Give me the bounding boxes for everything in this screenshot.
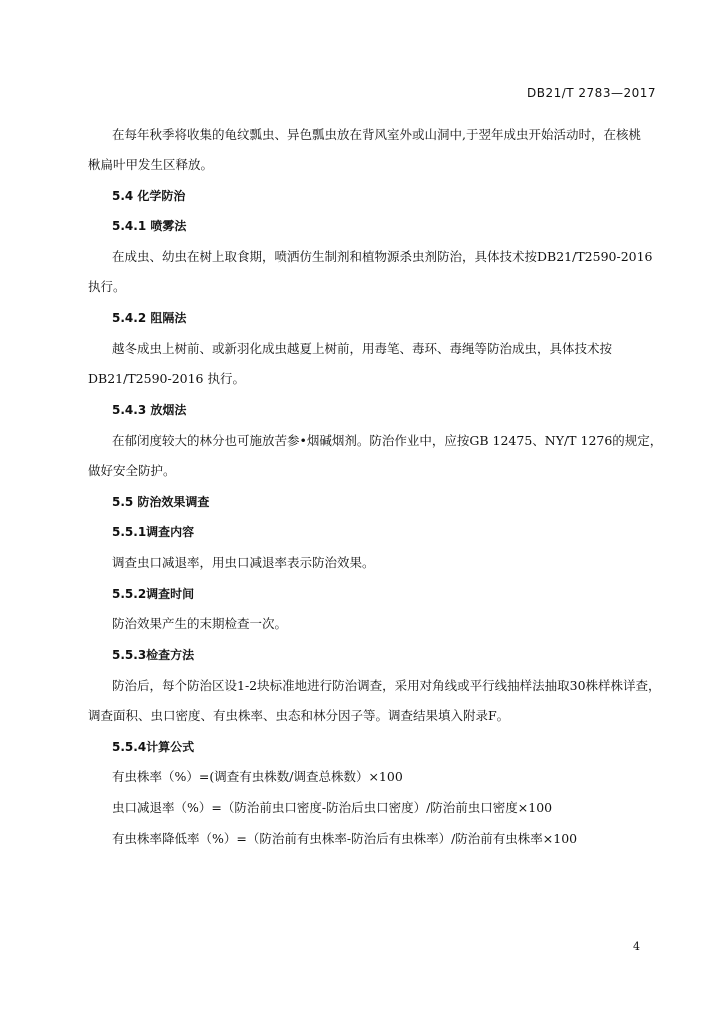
formula-line: 有虫株率（%）=(调查有虫株数/调查总株数）×100 [112, 769, 403, 784]
section-heading-5-5-3: 5.5.3检查方法 [112, 648, 195, 662]
paragraph-line: 调查虫口减退率，用虫口减退率表示防治效果。 [112, 555, 375, 570]
section-heading-5-4: 5.4 化学防治 [112, 189, 186, 203]
paragraph-line: 在每年秋季将收集的龟纹瓢虫、异色瓢虫放在背风室外或山洞中,于翌年成虫开始活动时，在核桃 [112, 127, 641, 142]
page-number: 4 [633, 940, 640, 953]
paragraph-line: 防治效果产生的末期检查一次。 [112, 616, 288, 631]
formula-line: 有虫株率降低率（%）=（防治前有虫株率-防治后有虫株率）/防治前有虫株率×100 [112, 831, 578, 846]
section-heading-5-5: 5.5 防治效果调查 [112, 495, 210, 509]
paragraph-line: 防治后，每个防治区设1-2块标准地进行防治调查，采用对角线或平行线抽样法抽取30株样株详查， [112, 678, 661, 693]
paragraph-line: 执行。 [88, 279, 126, 294]
document-code-header: DB21/T 2783—2017 [526, 86, 656, 100]
formula-line: 虫口减退率（%）=（防治前虫口密度-防治后虫口密度）/防治前虫口密度×100 [112, 800, 553, 815]
section-heading-5-4-1: 5.4.1 喷雾法 [112, 219, 187, 233]
section-heading-5-5-1: 5.5.1调查内容 [112, 525, 195, 539]
section-heading-5-5-2: 5.5.2调查时间 [112, 587, 195, 601]
paragraph-line: 调查面积、虫口密度、有虫株率、虫态和林分因子等。调查结果填入附录F。 [88, 708, 510, 723]
paragraph-line: 做好安全防护。 [88, 463, 176, 478]
section-heading-5-4-3: 5.4.3 放烟法 [112, 403, 187, 417]
paragraph-line: 在郁闭度较大的林分也可施放苦参•烟碱烟剂。防治作业中，应按GB 12475、NY/T 1276的规定， [112, 433, 663, 448]
paragraph-line: 越冬成虫上树前、或新羽化成虫越夏上树前，用毒笔、毒环、毒绳等防治成虫，具体技术按 [112, 341, 613, 356]
paragraph-line: DB21/T2590-2016 执行。 [88, 371, 245, 386]
section-heading-5-4-2: 5.4.2 阻隔法 [112, 311, 187, 325]
paragraph-line: 楸扁叶甲发生区释放。 [88, 157, 214, 172]
paragraph-line: 在成虫、幼虫在树上取食期，喷洒仿生制剂和植物源杀虫剂防治，具体技术按DB21/T2590-2016 [112, 249, 653, 264]
section-heading-5-5-4: 5.5.4计算公式 [112, 740, 195, 754]
